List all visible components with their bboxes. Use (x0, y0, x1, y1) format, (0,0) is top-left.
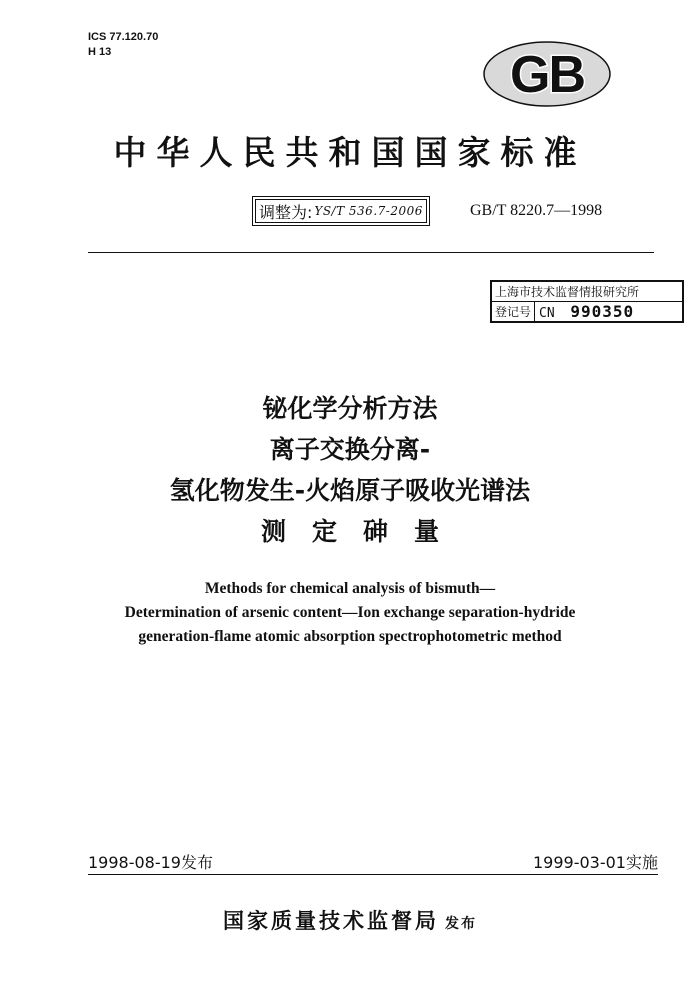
header-divider (88, 252, 654, 253)
ics-code-block (88, 30, 158, 60)
stamp-reg-number (535, 302, 634, 321)
stamp-org-row (492, 282, 682, 301)
implementation-date: 1999-03-01实施 (533, 853, 658, 872)
standard-number: GB/T 8220.7—1998 (470, 202, 603, 219)
chinese-title-line-3: 氢化物发生-火焰原子吸收光谱法 (169, 476, 531, 505)
stamp-reg-digits: 990350 (570, 302, 635, 321)
issuer-action: 发布 (445, 916, 477, 932)
adjustment-box (252, 196, 430, 226)
gb-logo-text: GB (510, 46, 584, 104)
adjustment-value: YS/T 536.7-2006 (314, 204, 423, 218)
footer-divider (88, 874, 658, 875)
chinese-title-line-1: 铋化学分析方法 (262, 394, 438, 423)
stamp-org: 上海市技术监督情报研究所 (495, 285, 640, 299)
english-title-line-2: Determination of arsenic content—Ion exchange separation-hydride (124, 604, 576, 621)
english-title-line-1: Methods for chemical analysis of bismuth— (204, 580, 496, 597)
adjustment-label: 调整为: (259, 202, 313, 222)
standard-title: 中华人民共和国国家标准 (113, 133, 587, 172)
ics-code: ICS 77.120.70 (88, 31, 159, 43)
stamp-reg-row (492, 301, 682, 321)
chinese-title-line-4: 测定砷量 (260, 517, 465, 546)
gb-logo (482, 40, 612, 108)
stamp-reg-prefix: CN (539, 306, 555, 321)
issue-date: 1998-08-19发布 (88, 853, 213, 872)
english-title-line-3: generation-flame atomic absorption spectrophotometric method (138, 628, 562, 645)
chinese-title (0, 388, 700, 552)
registration-stamp (490, 280, 684, 323)
english-title (0, 577, 700, 649)
chinese-title-line-2: 离子交换分离- (269, 435, 431, 464)
stamp-reg-label: 登记号 (492, 302, 535, 321)
issuing-authority (0, 905, 700, 935)
category-code: H 13 (88, 46, 112, 58)
issuer-name: 国家质量技术监督局 (223, 908, 439, 933)
